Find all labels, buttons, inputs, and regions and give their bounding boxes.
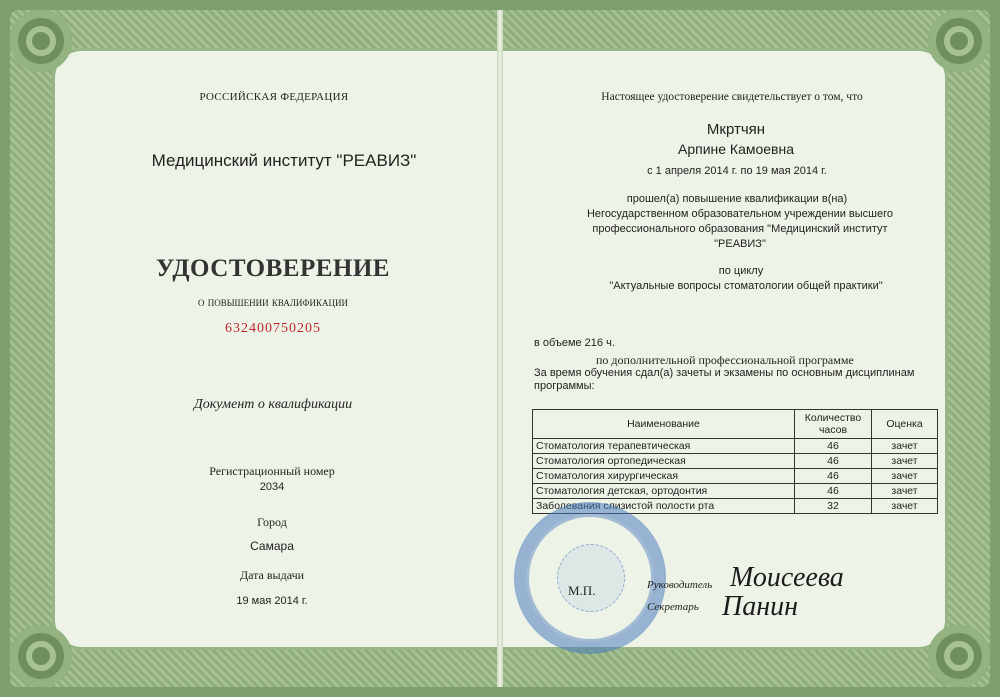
table-row [533,454,938,469]
document-title: УДОСТОВЕРЕНИЕ [156,255,390,282]
program-type: по дополнительной профессиональной программе [596,353,854,367]
table-header-row [533,410,938,439]
institution-name: Медицинский институт "РЕАВИЗ" [151,151,417,170]
intro-text: Настоящее удостоверение свидетельствует о том, что [601,91,863,103]
official-seal-icon [514,502,666,654]
holder-given-names: Арпине Камоевна [677,141,795,157]
corner-ornament [10,625,72,687]
organization-line-1: Негосударственном образовательном учреждении высшего [586,208,894,220]
passed-statement: прошел(а) повышение квалификации в(на) [626,193,848,205]
table-row [533,469,938,484]
cycle-name: "Актуальные вопросы стоматологии общей практики" [609,280,883,292]
head-signature: Моисеева [730,562,844,593]
column-header-hours: Количество часов [795,410,872,439]
organization-line-2: профессионального образования "Медицинский институт [592,223,888,235]
discipline-mark: зачет [872,499,938,514]
exams-statement-line-1: За время обучения сдал(а) зачеты и экзамены по основным дисциплинам [534,367,915,379]
center-fold [497,10,503,687]
discipline-mark: зачет [872,469,938,484]
corner-ornament [928,625,990,687]
discipline-name: Стоматология терапевтическая [533,439,795,454]
organization-line-3: "РЕАВИЗ" [714,238,766,250]
corner-ornament [928,10,990,72]
serial-number: 632400750205 [225,321,321,336]
city-value: Самара [250,539,294,553]
registration-number: 2034 [259,481,285,493]
table-row [533,484,938,499]
registration-label: Регистрационный номер [209,464,335,478]
discipline-mark: зачет [872,439,938,454]
city-label: Город [257,515,287,529]
country-heading: РОССИЙСКАЯ ФЕДЕРАЦИЯ [199,91,349,103]
discipline-mark: зачет [872,454,938,469]
discipline-name: Стоматология ортопедическая [533,454,795,469]
head-label: Руководитель [647,579,713,591]
disciplines-table [532,409,938,514]
study-period: с 1 апреля 2014 г. по 19 мая 2014 г. [647,165,827,177]
discipline-name: Стоматология детская, ортодонтия [533,484,795,499]
discipline-hours: 46 [795,439,872,454]
cycle-label: по циклу [718,265,764,277]
discipline-hours: 46 [795,484,872,499]
discipline-hours: 46 [795,469,872,484]
table-row [533,439,938,454]
discipline-hours: 46 [795,454,872,469]
volume-hours: в объеме 216 ч. [534,337,615,349]
discipline-name: Стоматология хирургическая [533,469,795,484]
column-header-name: Наименование [533,410,795,439]
stamp-place-label: М.П. [568,583,596,598]
discipline-hours: 32 [795,499,872,514]
document-type: Документ о квалификации [193,397,353,412]
discipline-mark: зачет [872,484,938,499]
issue-date: 19 мая 2014 г. [236,595,308,607]
document-subtitle: о повышении квалификации [197,294,349,309]
exams-statement-line-2: программы: [534,380,595,392]
issue-date-label: Дата выдачи [239,568,305,582]
column-header-mark: Оценка [872,410,938,439]
emblem-icon [557,544,625,612]
secretary-label: Секретарь [647,601,699,613]
corner-ornament [10,10,72,72]
holder-surname: Мкртчян [706,121,766,138]
secretary-signature: Панин [722,591,799,622]
discipline-name: Заболевания слизистой полости рта [533,499,795,514]
